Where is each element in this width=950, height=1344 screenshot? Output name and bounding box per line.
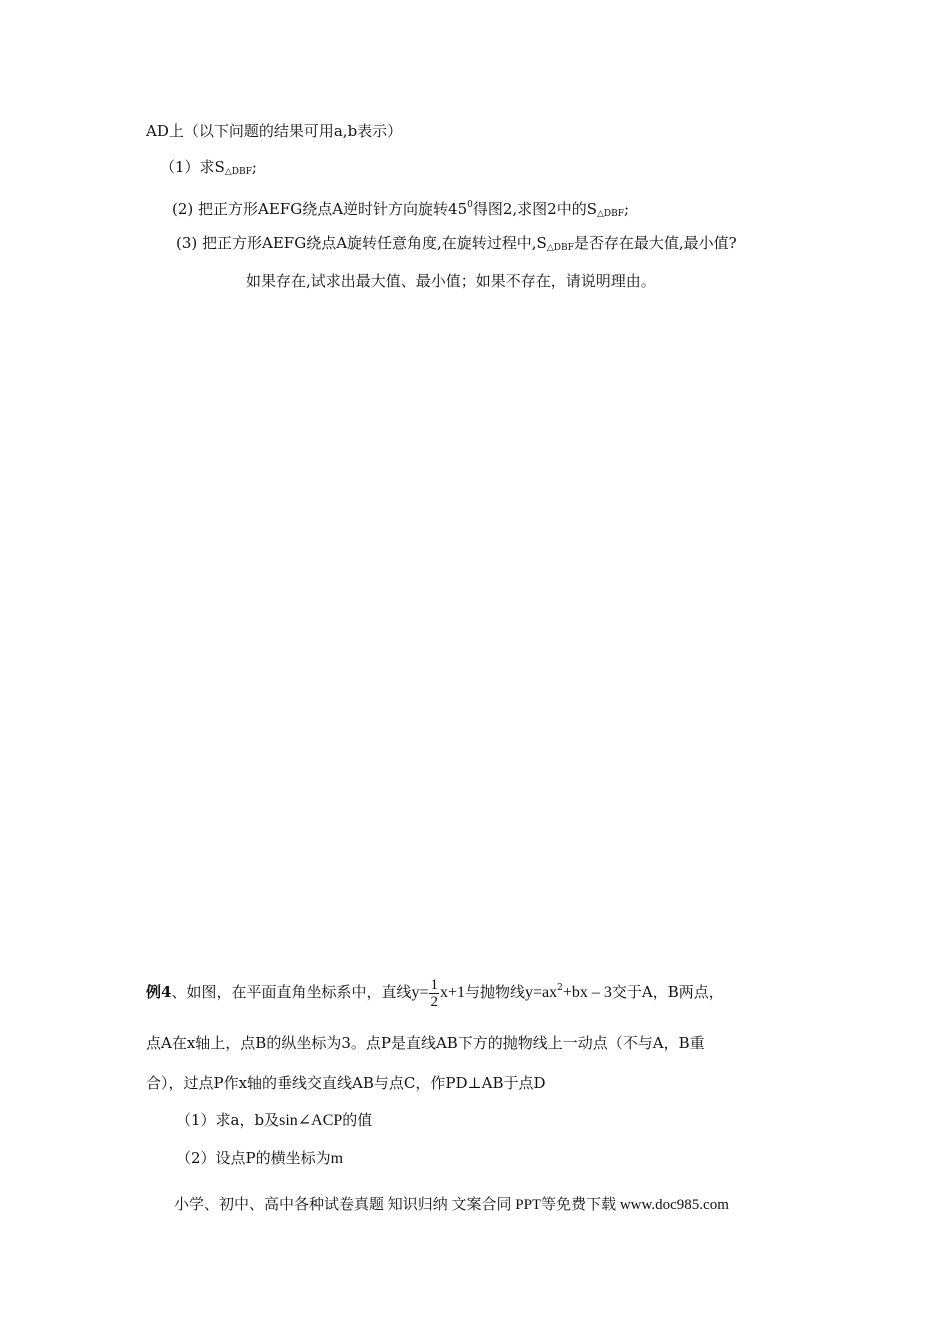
footer-banner — [174, 1193, 729, 1214]
example-4-line-1 — [146, 976, 724, 1010]
question-2 — [172, 195, 629, 224]
triangle-subscript: △DBF — [224, 167, 252, 177]
example-label: 例4 — [146, 983, 172, 1001]
degree-superscript: 0 — [467, 200, 473, 210]
example-question-1-text: （1）求a，b及 — [176, 1111, 280, 1129]
example-text-line-2: 点A在x轴上，点B的纵坐标为3。点P是直线AB下方的抛物线上一动点（不与A，B重 — [146, 1034, 705, 1052]
question-3-continuation: 如果存在,试求出最大值、最小值；如果不存在，请说明理由。 — [246, 272, 656, 290]
example-4-question-1 — [176, 1110, 372, 1131]
example-question-2-text: （2）设点P的横坐标为 — [176, 1149, 331, 1167]
example-4-line-3 — [146, 1073, 546, 1093]
question-3-suffix: 是否存在最大值,最小值? — [573, 234, 737, 252]
intro-text: AD上（以下问题的结果可用a,b表示） — [146, 122, 403, 140]
intro-line — [146, 121, 402, 141]
question-3-text: (3) 把正方形AEFG绕点A旋转任意角度,在旋转过程中,S — [176, 234, 547, 252]
fraction-denominator: 2 — [430, 993, 438, 1010]
question-3 — [176, 233, 737, 258]
variable-m: m — [330, 1150, 344, 1167]
question-1 — [160, 157, 257, 182]
footer-text: 小学、初中、高中各种试卷真题 知识归纳 文案合同 PPT等免费下载 www.doc985.com — [174, 1197, 729, 1213]
example-text-2: 与抛物线 — [465, 983, 526, 1001]
example-question-1-suffix: 的值 — [342, 1111, 373, 1129]
question-2-suffix: ; — [623, 200, 630, 218]
fraction-numerator: 1 — [430, 976, 438, 993]
triangle-subscript: △DBF — [546, 243, 574, 253]
equation-parabola-a: y=ax — [525, 984, 558, 1001]
example-text-line-3: 合），过点P作x轴的垂线交直线AB与点C，作PD⊥AB于点D — [146, 1074, 546, 1092]
example-4-line-2 — [146, 1033, 705, 1053]
question-2-text: (2) 把正方形AEFG绕点A逆时针方向旋转45 — [172, 200, 468, 218]
question-3-line-2 — [246, 271, 656, 291]
equation-parabola-b: +bx – 3 — [562, 984, 612, 1001]
example-text-1: 、如图，在平面直角坐标系中，直线 — [171, 983, 412, 1001]
triangle-subscript: △DBF — [596, 209, 624, 219]
question-1-text: （1）求S — [160, 158, 225, 176]
example-text-3: 交于A，B两点， — [611, 983, 724, 1001]
square-superscript: 2 — [557, 983, 563, 993]
question-2-mid: 得图2,求图2中的S — [472, 200, 597, 218]
example-4-question-2 — [176, 1148, 343, 1169]
question-1-suffix: ; — [251, 158, 257, 176]
equation-line-y: y= — [411, 984, 429, 1001]
sin-angle-acp: sin∠ACP — [279, 1112, 343, 1129]
fraction-half — [429, 977, 439, 1010]
equation-line-rest: x+1 — [439, 984, 466, 1001]
